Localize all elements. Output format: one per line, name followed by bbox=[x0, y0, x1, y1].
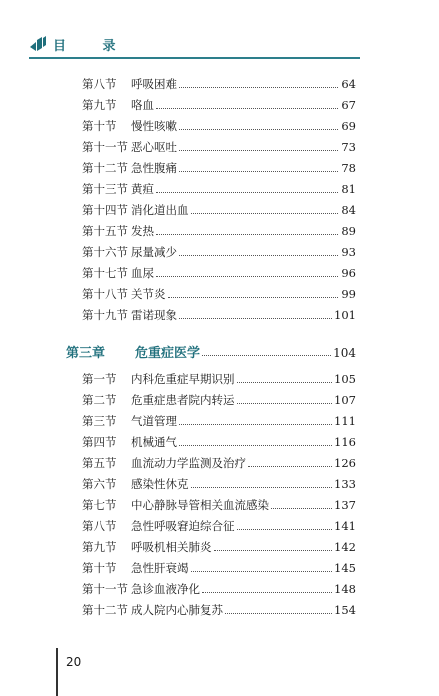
toc-leader-dots bbox=[156, 107, 338, 109]
toc-title: 中心静脉导管相关血流感染 bbox=[131, 498, 269, 512]
toc-number: 第九节 bbox=[82, 540, 117, 554]
toc-leader-dots bbox=[179, 128, 338, 130]
toc-title: 成人院内心肺复苏 bbox=[131, 603, 223, 617]
toc-page-number: 101 bbox=[334, 308, 356, 322]
toc-leader-dots bbox=[248, 465, 332, 467]
toc-section-row[interactable] bbox=[82, 137, 356, 158]
toc-page-number: 99 bbox=[341, 287, 356, 301]
toc-leader-dots bbox=[156, 233, 338, 235]
toc-page-number: 105 bbox=[334, 372, 356, 386]
toc-title: 机械通气 bbox=[131, 435, 177, 449]
toc-number: 第十一节 bbox=[82, 582, 128, 596]
toc-number: 第十二节 bbox=[82, 603, 128, 617]
toc-page-number: 141 bbox=[334, 519, 356, 533]
toc-number: 第十六节 bbox=[82, 245, 128, 259]
toc-title: 咯血 bbox=[131, 98, 154, 112]
toc-leader-dots bbox=[179, 254, 338, 256]
toc-number: 第十四节 bbox=[82, 203, 128, 217]
toc-title: 急性腹痛 bbox=[131, 161, 177, 175]
toc-number: 第六节 bbox=[82, 477, 117, 491]
toc-leader-dots bbox=[179, 170, 338, 172]
toc-title: 内科危重症早期识别 bbox=[131, 372, 235, 386]
toc-title: 呼吸机相关肺炎 bbox=[131, 540, 212, 554]
toc-section-row[interactable] bbox=[82, 579, 356, 600]
toc-title: 危重症医学 bbox=[135, 346, 201, 361]
toc-page-number: 67 bbox=[341, 98, 356, 112]
toc-leader-dots bbox=[179, 444, 332, 446]
toc-section-row[interactable] bbox=[82, 95, 356, 116]
toc-number: 第四节 bbox=[82, 435, 117, 449]
toc-page-number: 89 bbox=[341, 224, 356, 238]
toc-page-number: 145 bbox=[334, 561, 356, 575]
toc-title: 黄疸 bbox=[131, 182, 154, 196]
toc-section-row[interactable] bbox=[82, 390, 356, 411]
toc-number: 第十二节 bbox=[82, 161, 128, 175]
toc-page-number: 69 bbox=[341, 119, 356, 133]
toc-title: 急性肝衰竭 bbox=[131, 561, 189, 575]
toc-leader-dots bbox=[237, 528, 333, 530]
toc-page-number: 84 bbox=[341, 203, 356, 217]
table-of-contents bbox=[66, 74, 356, 621]
toc-leader-dots bbox=[214, 549, 333, 551]
toc-number: 第三节 bbox=[82, 414, 117, 428]
toc-section-row[interactable] bbox=[82, 242, 356, 263]
toc-leader-dots bbox=[237, 381, 333, 383]
toc-leader-dots bbox=[225, 612, 332, 614]
toc-leader-dots bbox=[237, 402, 333, 404]
toc-number: 第十节 bbox=[82, 119, 117, 133]
toc-leader-dots bbox=[191, 486, 333, 488]
toc-leader-dots bbox=[179, 149, 338, 151]
toc-page-number: 104 bbox=[333, 346, 356, 360]
toc-number: 第十三节 bbox=[82, 182, 128, 196]
toc-leader-dots bbox=[179, 317, 332, 319]
page-number: 20 bbox=[66, 655, 82, 669]
toc-section-row[interactable] bbox=[82, 74, 356, 95]
toc-number: 第十九节 bbox=[82, 308, 128, 322]
toc-page-number: 96 bbox=[341, 266, 356, 280]
footer-divider bbox=[56, 648, 58, 696]
toc-section-row[interactable] bbox=[82, 516, 356, 537]
toc-page-number: 133 bbox=[334, 477, 356, 491]
toc-title: 发热 bbox=[131, 224, 154, 238]
toc-number: 第十一节 bbox=[82, 140, 128, 154]
toc-page-number: 111 bbox=[334, 414, 356, 428]
toc-page-number: 81 bbox=[341, 182, 356, 196]
toc-section-row[interactable] bbox=[82, 263, 356, 284]
toc-section-row[interactable] bbox=[82, 453, 356, 474]
toc-number: 第九节 bbox=[82, 98, 117, 112]
toc-leader-dots bbox=[191, 570, 333, 572]
book-logo-icon bbox=[29, 36, 47, 52]
toc-section-row[interactable] bbox=[82, 221, 356, 242]
toc-page-number: 93 bbox=[341, 245, 356, 259]
toc-section-row[interactable] bbox=[82, 432, 356, 453]
toc-section-row[interactable] bbox=[82, 558, 356, 579]
toc-title: 急诊血液净化 bbox=[131, 582, 200, 596]
toc-title: 尿量减少 bbox=[131, 245, 177, 259]
toc-number: 第五节 bbox=[82, 456, 117, 470]
toc-title: 消化道出血 bbox=[131, 203, 189, 217]
toc-title: 血流动力学监测及治疗 bbox=[131, 456, 246, 470]
toc-number: 第十节 bbox=[82, 561, 117, 575]
toc-leader-dots bbox=[202, 591, 332, 593]
toc-leader-dots bbox=[271, 507, 332, 509]
toc-title: 恶心呕吐 bbox=[131, 140, 177, 154]
toc-number: 第十八节 bbox=[82, 287, 128, 301]
page-title: 目 录 bbox=[53, 39, 132, 54]
toc-section-row[interactable] bbox=[82, 474, 356, 495]
toc-section-row[interactable] bbox=[82, 600, 356, 621]
toc-title: 雷诺现象 bbox=[131, 308, 177, 322]
toc-section-row[interactable] bbox=[82, 116, 356, 137]
toc-page-number: 116 bbox=[334, 435, 356, 449]
toc-page-number: 126 bbox=[334, 456, 356, 470]
toc-page-number: 148 bbox=[334, 582, 356, 596]
toc-leader-dots bbox=[168, 296, 339, 298]
toc-title: 感染性休克 bbox=[131, 477, 189, 491]
toc-section-row[interactable] bbox=[82, 284, 356, 305]
toc-section-row[interactable] bbox=[82, 537, 356, 558]
toc-number: 第三章 bbox=[66, 346, 106, 361]
toc-number: 第一节 bbox=[82, 372, 117, 386]
toc-leader-dots bbox=[202, 354, 331, 356]
toc-title: 关节炎 bbox=[131, 287, 166, 301]
toc-section-row[interactable] bbox=[82, 179, 356, 200]
toc-chapter-row[interactable] bbox=[66, 341, 356, 365]
toc-page-number: 137 bbox=[334, 498, 356, 512]
toc-title: 危重症患者院内转运 bbox=[131, 393, 235, 407]
header-divider bbox=[29, 57, 360, 59]
toc-section-row[interactable] bbox=[82, 411, 356, 432]
toc-number: 第二节 bbox=[82, 393, 117, 407]
toc-title: 气道管理 bbox=[131, 414, 177, 428]
toc-page-number: 142 bbox=[334, 540, 356, 554]
toc-page-number: 78 bbox=[341, 161, 356, 175]
toc-section-row[interactable] bbox=[82, 158, 356, 179]
toc-page-number: 154 bbox=[334, 603, 356, 617]
toc-number: 第十五节 bbox=[82, 224, 128, 238]
toc-leader-dots bbox=[191, 212, 339, 214]
toc-number: 第八节 bbox=[82, 519, 117, 533]
toc-title: 呼吸困难 bbox=[131, 77, 177, 91]
page-header bbox=[29, 34, 360, 56]
toc-leader-dots bbox=[156, 275, 338, 277]
toc-section-row[interactable] bbox=[82, 305, 356, 326]
toc-leader-dots bbox=[179, 423, 332, 425]
toc-page-number: 64 bbox=[341, 77, 356, 91]
toc-leader-dots bbox=[179, 86, 338, 88]
toc-page-number: 107 bbox=[334, 393, 356, 407]
toc-section-row[interactable] bbox=[82, 495, 356, 516]
toc-leader-dots bbox=[156, 191, 338, 193]
toc-title: 血尿 bbox=[131, 266, 154, 280]
toc-number: 第十七节 bbox=[82, 266, 128, 280]
toc-section-row[interactable] bbox=[82, 200, 356, 221]
toc-number: 第七节 bbox=[82, 498, 117, 512]
toc-page-number: 73 bbox=[341, 140, 356, 154]
toc-section-row[interactable] bbox=[82, 369, 356, 390]
toc-title: 慢性咳嗽 bbox=[131, 119, 177, 133]
toc-number: 第八节 bbox=[82, 77, 117, 91]
toc-title: 急性呼吸窘迫综合征 bbox=[131, 519, 235, 533]
